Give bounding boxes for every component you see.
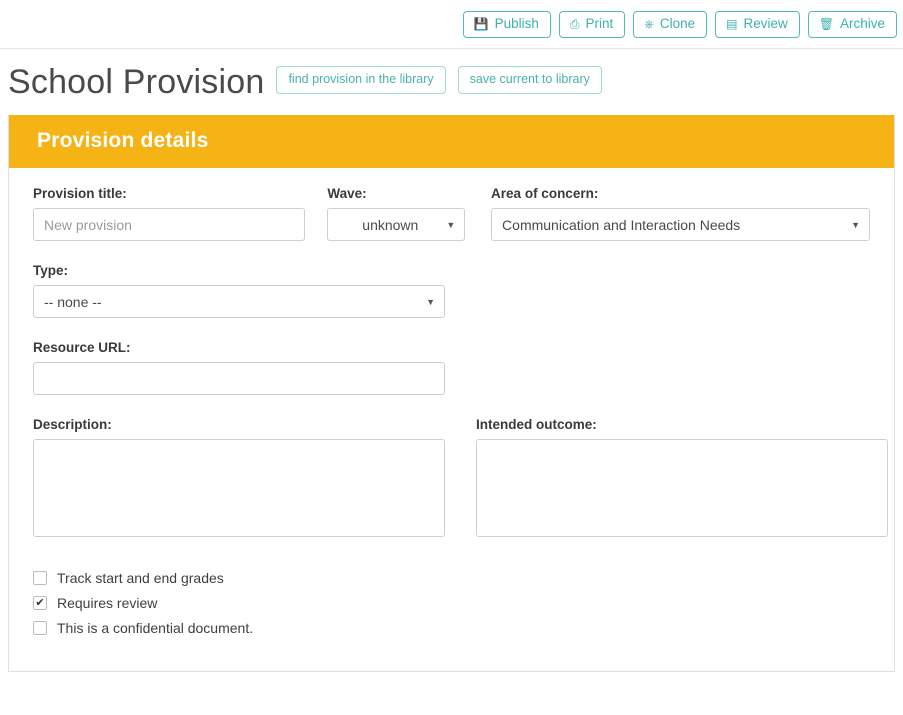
resource-url-input[interactable] bbox=[33, 362, 445, 395]
trash-icon: 🗑 bbox=[818, 17, 834, 31]
type-selected-value: -- none -- bbox=[44, 293, 102, 310]
intended-outcome-label: Intended outcome: bbox=[476, 417, 597, 432]
area-of-concern-select[interactable] bbox=[491, 208, 870, 241]
save-icon: 💾 bbox=[473, 17, 489, 31]
requires-review-label: Requires review bbox=[57, 595, 158, 611]
clone-label: Clone bbox=[659, 16, 696, 32]
provision-title-field-group bbox=[33, 186, 305, 241]
checkbox-group bbox=[33, 570, 870, 636]
description-label: Description: bbox=[33, 417, 112, 432]
checkbox-row-track-grades bbox=[33, 570, 870, 586]
chevron-down-icon: ▼ bbox=[426, 296, 435, 307]
chevron-down-icon: ▼ bbox=[446, 219, 456, 230]
description-textarea[interactable] bbox=[33, 439, 445, 537]
track-grades-checkbox[interactable] bbox=[33, 571, 47, 585]
wave-selected-value: unknown bbox=[362, 216, 419, 233]
type-label: Type: bbox=[33, 263, 69, 278]
provision-title-input[interactable] bbox=[33, 208, 305, 241]
top-toolbar bbox=[0, 0, 903, 40]
copy-icon: ⎈ bbox=[644, 17, 654, 31]
intended-outcome-field-group bbox=[476, 417, 888, 542]
print-label: Print bbox=[585, 16, 614, 32]
save-current-to-library-button[interactable]: save current to library bbox=[458, 66, 602, 94]
find-provision-in-library-button[interactable]: find provision in the library bbox=[276, 66, 445, 94]
book-icon: ▤ bbox=[726, 17, 738, 31]
chevron-down-icon: ▼ bbox=[851, 219, 860, 230]
resource-url-field-group bbox=[33, 340, 445, 395]
area-of-concern-label: Area of concern: bbox=[491, 186, 599, 201]
publish-label: Publish bbox=[494, 16, 539, 32]
row-title-wave-area bbox=[33, 186, 870, 241]
wave-select[interactable] bbox=[327, 208, 465, 241]
panel-body bbox=[9, 168, 894, 671]
wave-label: Wave: bbox=[327, 186, 367, 201]
type-select[interactable] bbox=[33, 285, 445, 318]
confidential-checkbox[interactable] bbox=[33, 621, 47, 635]
intended-outcome-textarea[interactable] bbox=[476, 439, 888, 537]
checkbox-row-confidential bbox=[33, 620, 870, 636]
wave-field-group bbox=[327, 186, 465, 241]
page-title: School Provision bbox=[8, 63, 265, 101]
provision-details-panel bbox=[8, 115, 895, 672]
archive-label: Archive bbox=[839, 16, 885, 32]
clone-button[interactable] bbox=[633, 11, 707, 38]
resource-url-label: Resource URL: bbox=[33, 340, 131, 355]
requires-review-checkbox[interactable]: ✔ bbox=[33, 596, 47, 610]
area-of-concern-field-group bbox=[491, 186, 870, 241]
type-field-group bbox=[33, 263, 445, 318]
description-field-group bbox=[33, 417, 445, 542]
track-grades-label: Track start and end grades bbox=[57, 570, 224, 586]
row-description-outcome bbox=[33, 417, 870, 542]
area-of-concern-selected-value: Communication and Interaction Needs bbox=[502, 216, 741, 233]
checkbox-row-requires-review bbox=[33, 595, 870, 611]
confidential-label: This is a confidential document. bbox=[57, 620, 254, 636]
review-label: Review bbox=[743, 16, 788, 32]
review-button[interactable] bbox=[715, 11, 800, 38]
provision-title-label: Provision title: bbox=[33, 186, 127, 201]
archive-button[interactable] bbox=[808, 11, 897, 38]
print-button[interactable] bbox=[559, 11, 625, 38]
title-row bbox=[0, 49, 903, 109]
panel-heading: Provision details bbox=[9, 115, 894, 168]
printer-icon: ⎙ bbox=[569, 17, 580, 31]
publish-button[interactable] bbox=[463, 11, 551, 38]
